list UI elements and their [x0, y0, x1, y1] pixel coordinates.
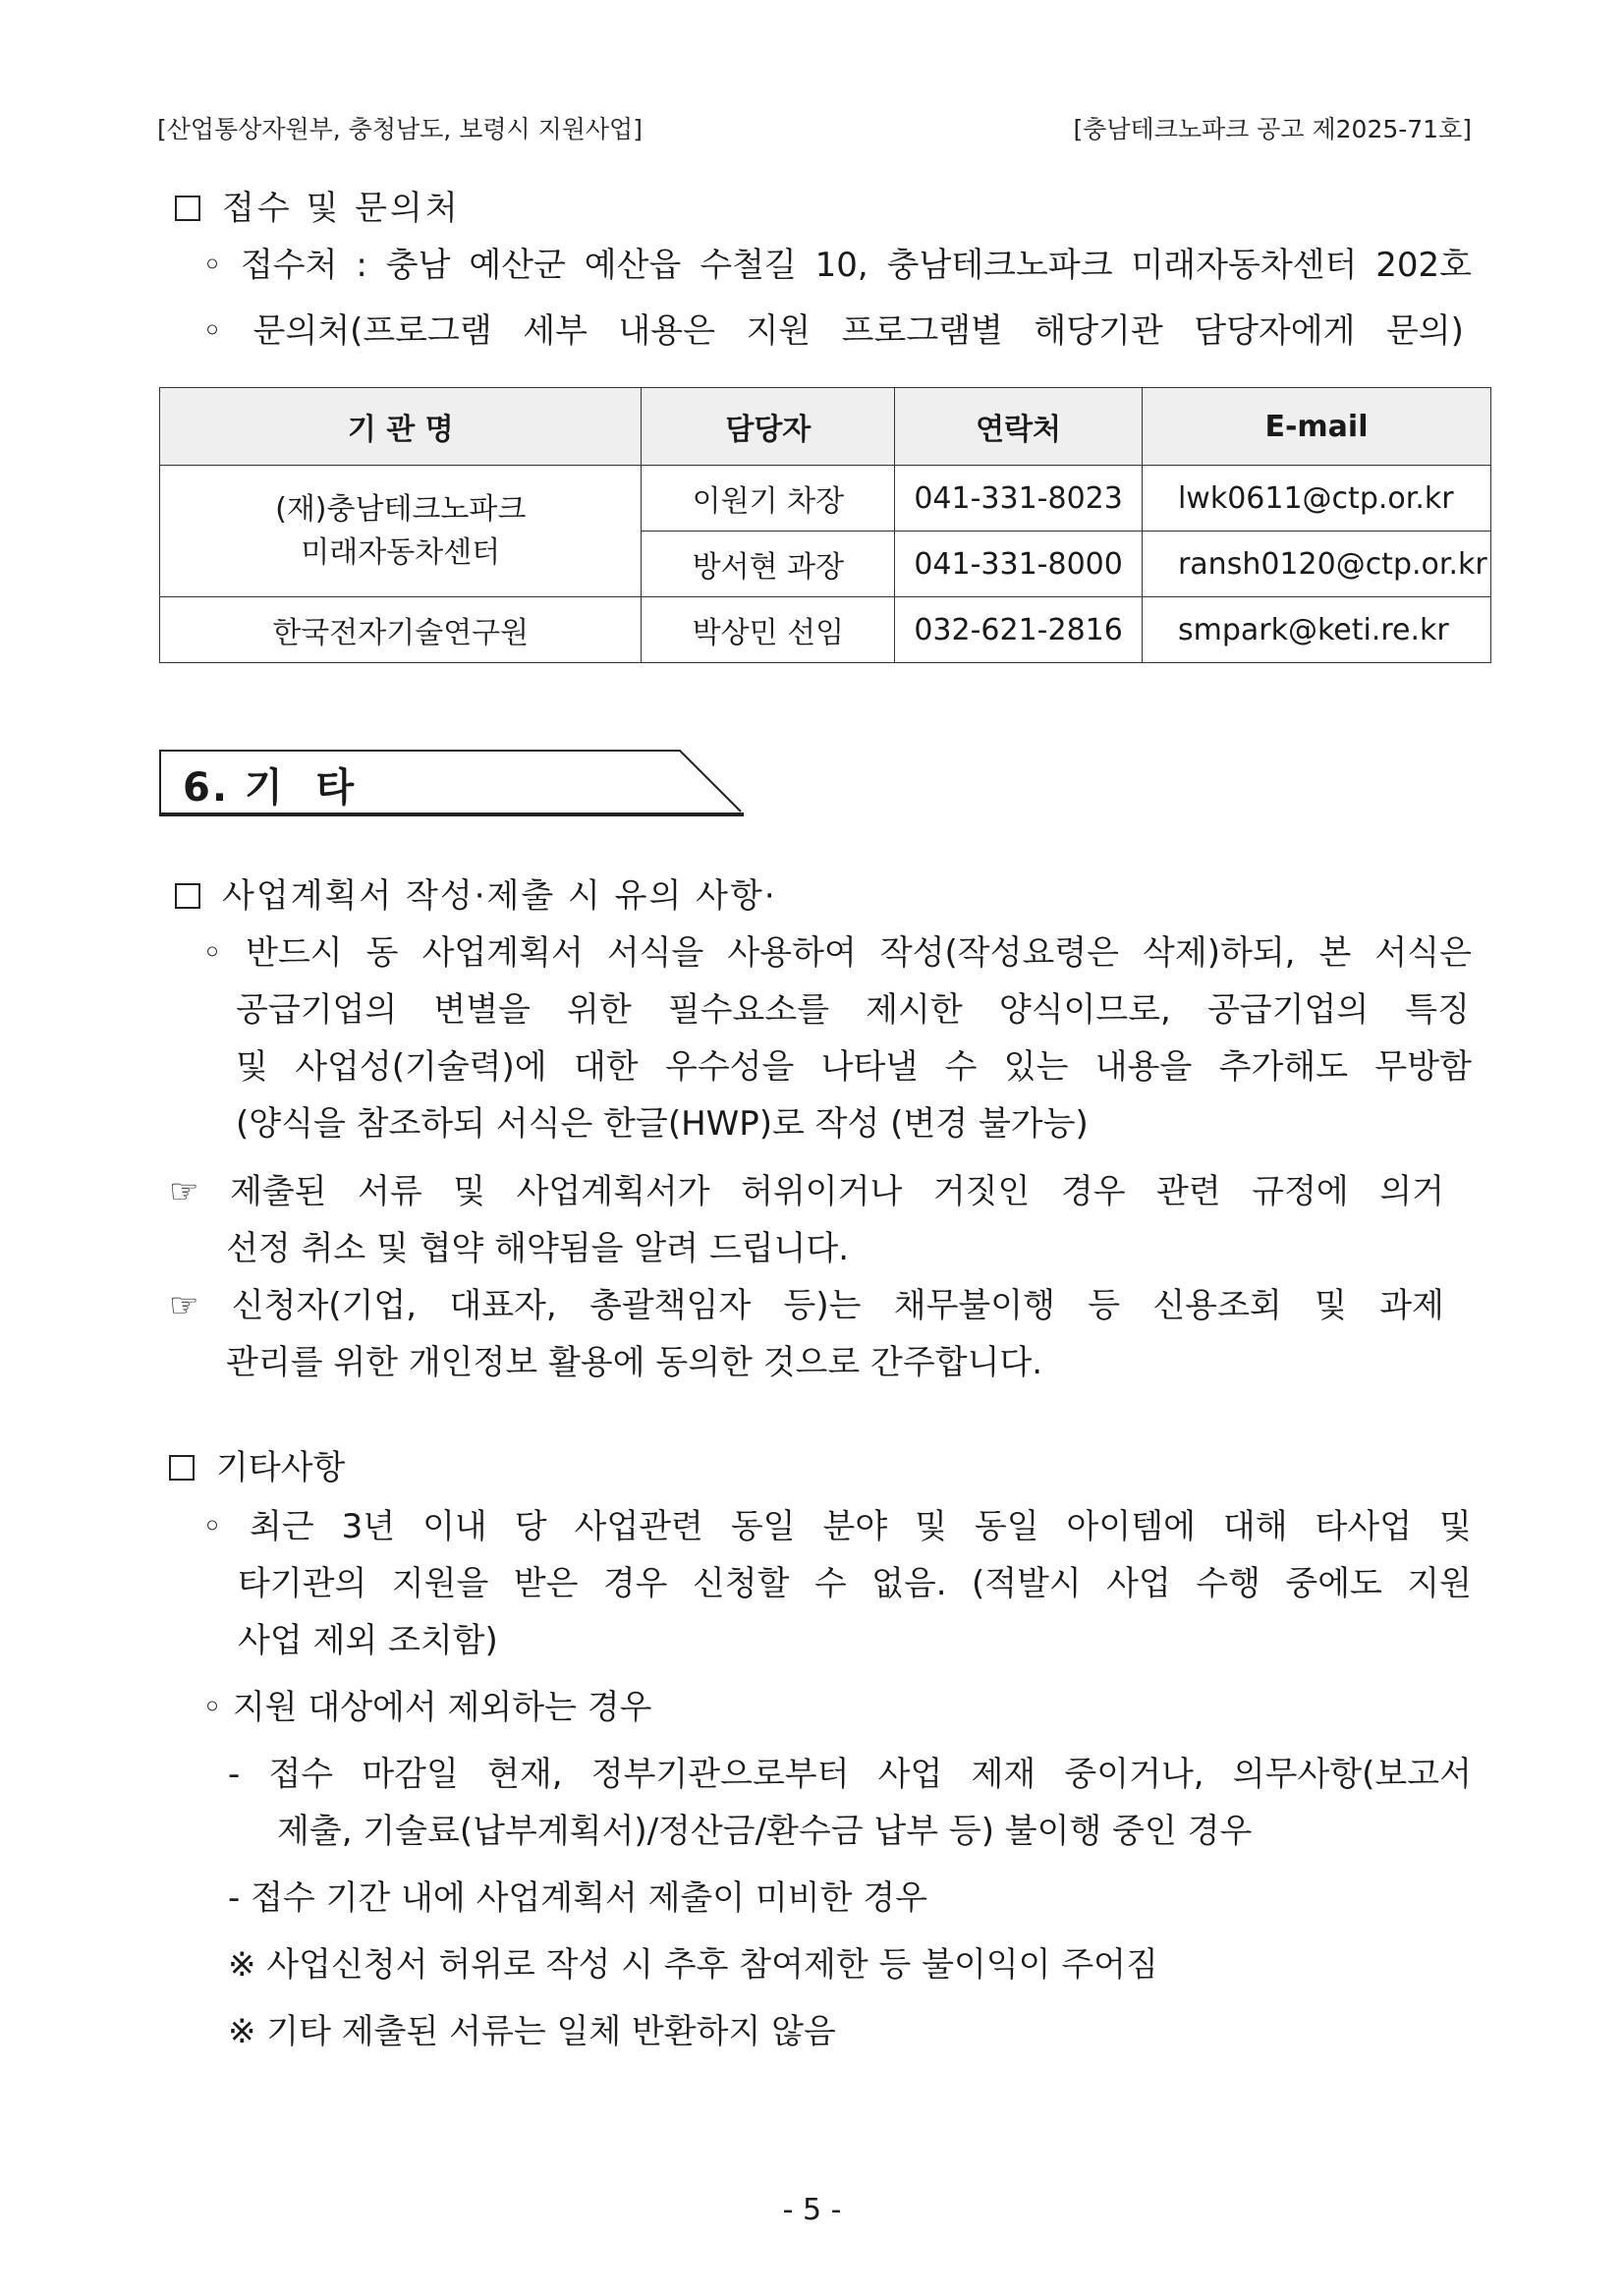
notes-item-line: ◦ 반드시 동 사업계획서 서식을 사용하여 작성(작성요령은 삭제)하되, 본 서식은	[202, 933, 1472, 973]
phone-cell: 041-331-8000	[895, 532, 1143, 597]
header-email: E-mail	[1142, 388, 1490, 466]
reception-inquiry: ◦ 문의처(프로그램 세부 내용은 지원 프로그램별 해당기관 담당자에게 문의)	[202, 311, 1464, 351]
reception-address: ◦ 접수처 : 충남 예산군 예산읍 수철길 10, 충남테크노파크 미래자동차센터 202호	[202, 246, 1472, 285]
warning-line: 선정 취소 및 협약 해약됨을 알려 드립니다.	[226, 1229, 849, 1268]
misc-sub-line: 제출, 기술료(납부계획서)/정산금/환수금 납부 등) 불이행 중인 경우	[277, 1812, 1253, 1851]
checkbox-square-icon	[175, 196, 200, 221]
header-org: 기 관 명	[160, 388, 642, 466]
org-cell: 한국전자기술연구원	[160, 597, 642, 663]
notes-heading	[175, 876, 777, 916]
org-name-line2: 미래자동차센터	[301, 534, 501, 570]
section-title: 6. 기 타	[183, 765, 357, 811]
table-header-row	[160, 388, 1491, 466]
notes-item-line: (양식을 참조하되 서식은 한글(HWP)로 작성 (변경 불가능)	[236, 1104, 1089, 1144]
checkbox-square-icon	[169, 1455, 195, 1481]
checkbox-square-icon	[175, 883, 200, 909]
table-row	[160, 597, 1491, 663]
email-cell: ransh0120@ctp.or.kr	[1142, 532, 1490, 597]
misc-sub-line: - 접수 기간 내에 사업계획서 제출이 미비한 경우	[228, 1878, 927, 1918]
phone-cell: 032-621-2816	[895, 597, 1143, 663]
misc-note-line: ※ 기타 제출된 서류는 일체 반환하지 않음	[228, 2012, 836, 2051]
misc-heading	[169, 1448, 345, 1487]
header-phone: 연락처	[895, 388, 1143, 466]
page-number: - 5 -	[782, 2193, 842, 2227]
table-row	[160, 466, 1491, 532]
misc-title: 기타사항	[216, 1448, 346, 1487]
misc-item-line: ◦ 최근 3년 이내 당 사업관련 동일 분야 및 동일 아이템에 대해 타사업 및	[202, 1507, 1472, 1546]
email-cell: lwk0611@ctp.or.kr	[1142, 466, 1490, 532]
org-cell	[160, 466, 642, 597]
header-person: 담당자	[642, 388, 895, 466]
person-cell: 방서현 과장	[642, 532, 895, 597]
misc-item-line: 사업 제외 조치함)	[238, 1621, 498, 1660]
notes-item-line: 및 사업성(기술력)에 대한 우수성을 나타낼 수 있는 내용을 추가해도 무방함	[236, 1047, 1472, 1087]
reception-title: 접수 및 문의처	[222, 189, 461, 228]
header-right: [충남테크노파크 공고 제2025-71호]	[1073, 115, 1472, 143]
section-title-box	[159, 749, 744, 817]
notes-item-line: 공급기업의 변별을 위한 필수요소를 제시한 양식이므로, 공급기업의 특징	[236, 990, 1470, 1030]
email-cell: smpark@keti.re.kr	[1142, 597, 1490, 663]
warning-line: 관리를 위한 개인정보 활용에 동의한 것으로 간주합니다.	[226, 1343, 1043, 1382]
misc-item-line: 타기관의 지원을 받은 경우 신청할 수 없음. (적발시 사업 수행 중에도 지원	[238, 1564, 1472, 1603]
misc-item-line: ◦ 지원 대상에서 제외하는 경우	[202, 1688, 652, 1727]
person-cell: 이원기 차장	[642, 466, 895, 532]
phone-cell: 041-331-8023	[895, 466, 1143, 532]
header-left: [산업통상자원부, 충청남도, 보령시 지원사업]	[157, 115, 643, 143]
misc-sub-line: - 접수 마감일 현재, 정부기관으로부터 사업 제재 중이거나, 의무사항(보고서	[228, 1755, 1472, 1794]
person-cell: 박상민 선임	[642, 597, 895, 663]
org-name-line1: (재)충남테크노파크	[275, 491, 527, 527]
notes-title: 사업계획서 작성·제출 시 유의 사항·	[222, 876, 777, 916]
contacts-table	[159, 387, 1491, 663]
warning-line: ☞ 제출된 서류 및 사업계획서가 허위이거나 거짓인 경우 관련 규정에 의거	[169, 1172, 1444, 1211]
misc-note-line: ※ 사업신청서 허위로 작성 시 추후 참여제한 등 불이익이 주어짐	[228, 1945, 1158, 1985]
warning-line: ☞ 신청자(기업, 대표자, 총괄책임자 등)는 채무불이행 등 신용조회 및 과제	[169, 1286, 1444, 1325]
reception-heading	[175, 189, 461, 228]
